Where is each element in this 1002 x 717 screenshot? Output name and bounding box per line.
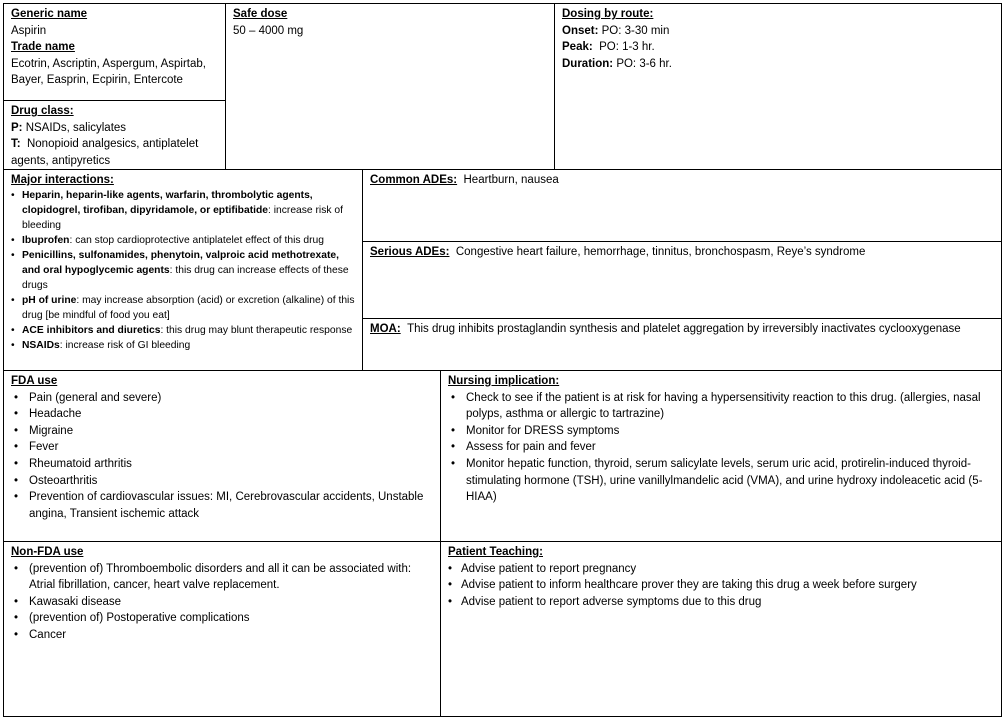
interaction-effect: : this drug may blunt therapeutic response	[160, 325, 353, 336]
interaction-drug: Penicillins, sulfonamides, phenytoin, valproic acid methotrexate, and oral hypoglycemic agents	[22, 250, 339, 276]
drug-class-label: Drug class:	[11, 105, 74, 117]
duration-value: PO: 3-6 hr.	[616, 57, 672, 70]
drug-class-p-label: P:	[11, 121, 23, 134]
interaction-effect: : can stop cardioprotective antiplatelet effect of this drug	[69, 235, 325, 246]
non-fda-item: • (prevention of) Postoperative complications	[11, 610, 433, 627]
interaction-item	[11, 188, 355, 233]
onset-label: Onset:	[562, 24, 599, 37]
duration-label: Duration:	[562, 57, 614, 70]
moa-cell	[362, 318, 1002, 371]
fda-use-cell	[3, 370, 441, 542]
interaction-item	[11, 248, 355, 293]
interactions-list	[11, 188, 355, 353]
generic-trade-cell	[3, 3, 226, 101]
dosing-peak	[562, 39, 994, 56]
fda-use-item: • Prevention of cardiovascular issues: MI, Cerebrovascular accidents, Unstable angina, Transient ischemic attack	[11, 489, 433, 522]
fda-use-item: • Fever	[11, 439, 433, 456]
generic-name-value: Aspirin	[11, 24, 47, 37]
nursing-item: • Monitor for DRESS symptoms	[448, 423, 994, 440]
non-fda-cell	[3, 541, 441, 717]
onset-value: PO: 3-30 min	[601, 24, 670, 37]
safe-dose-value: 50 – 4000 mg	[233, 24, 304, 37]
patient-teaching-list	[448, 561, 994, 611]
drug-class-cell	[3, 100, 226, 170]
dosing-onset	[562, 23, 994, 40]
serious-ades-label: Serious ADEs:	[370, 246, 450, 258]
drug-class-p	[11, 120, 218, 137]
serious-ades-value: Congestive heart failure, hemorrhage, tinnitus, bronchospasm, Reye’s syndrome	[455, 246, 866, 258]
interaction-drug: Heparin, heparin-like agents, warfarin, thrombolytic agents, clopidogrel, tirofiban, dipyridamole, or eptifibatide	[22, 190, 313, 216]
nursing-item: • Assess for pain and fever	[448, 439, 994, 456]
fda-use-item: • Migraine	[11, 423, 433, 440]
peak-label: Peak:	[562, 41, 593, 54]
teaching-item: • Advise patient to report pregnancy	[448, 561, 994, 578]
safe-dose-cell	[225, 3, 555, 170]
teaching-item: • Advise patient to inform healthcare prover they are taking this drug a week before surgery	[448, 577, 994, 594]
interactions-label: Major interactions:	[11, 174, 114, 186]
non-fda-item: • (prevention of) Thromboembolic disorders and all it can be associated with: Atrial fibrillation, cancer, heart valve replacement.	[11, 561, 433, 594]
interaction-item	[11, 233, 355, 248]
drug-class-t-label: T:	[11, 138, 21, 151]
fda-use-item: • Pain (general and severe)	[11, 390, 433, 407]
fda-use-list	[11, 390, 433, 523]
common-ades-value: Heartburn, nausea	[463, 174, 559, 186]
non-fda-item: • Cancer	[11, 627, 433, 644]
interaction-item	[11, 293, 355, 323]
nursing-label: Nursing implication:	[448, 375, 560, 387]
dosing-label: Dosing by route:	[562, 8, 654, 20]
drug-class-t-value: Nonopioid analgesics, antiplatelet agents, antipyretics	[11, 138, 199, 167]
dosing-duration	[562, 56, 994, 73]
nursing-item: • Check to see if the patient is at risk for having a hypersensitivity reaction to this drug. (allergies, nasal polyps, asthma or allergic to tartrazine)	[448, 390, 994, 423]
trade-name-label: Trade name	[11, 41, 75, 54]
interaction-drug: NSAIDs	[22, 340, 60, 351]
interactions-cell	[3, 169, 363, 371]
nursing-item: • Monitor hepatic function, thyroid, serum salicylate levels, serum uric acid, protirelin-induced thyroid-stimulating hormone (TSH), urine vanillylmandelic acid (VMA), and urine hydroxy indoleacetic acid (5-HIAA)	[448, 456, 994, 506]
dosing-cell	[554, 3, 1002, 170]
fda-use-label: FDA use	[11, 375, 58, 387]
patient-teaching-label: Patient Teaching:	[448, 546, 543, 558]
teaching-item: • Advise patient to report adverse symptoms due to this drug	[448, 594, 994, 611]
interaction-drug: Ibuprofen	[22, 235, 70, 246]
interaction-effect: : increase risk of GI bleeding	[59, 340, 191, 351]
interaction-effect: : increase risk of bleeding	[22, 205, 343, 231]
interaction-drug: ACE inhibitors and diuretics	[22, 325, 161, 336]
common-ades-cell	[362, 169, 1002, 242]
peak-value: PO: 1-3 hr.	[599, 41, 655, 54]
serious-ades-cell	[362, 241, 1002, 319]
fda-use-item: • Headache	[11, 406, 433, 423]
drug-class-p-value: NSAIDs, salicylates	[25, 121, 127, 134]
safe-dose-label: Safe dose	[233, 8, 288, 20]
generic-name-label: Generic name	[11, 8, 88, 20]
fda-use-item: • Rheumatoid arthritis	[11, 456, 433, 473]
interaction-item	[11, 338, 355, 353]
interaction-effect: : may increase absorption (acid) or excretion (alkaline) of this drug [be mindful of food you eat]	[22, 295, 355, 321]
nursing-cell	[440, 370, 1002, 542]
trade-name-value: Ecotrin, Ascriptin, Aspergum, Aspirtab, Bayer, Easprin, Ecpirin, Entercote	[11, 57, 206, 87]
non-fda-item: • Kawasaki disease	[11, 594, 433, 611]
moa-label: MOA:	[370, 323, 401, 335]
drug-class-t	[11, 136, 218, 169]
fda-use-item: • Osteoarthritis	[11, 473, 433, 490]
common-ades-label: Common ADEs:	[370, 174, 458, 186]
non-fda-label: Non-FDA use	[11, 546, 84, 558]
nursing-list	[448, 390, 994, 506]
moa-value: This drug inhibits prostaglandin synthesis and platelet aggregation by irreversibly inactivates cyclooxygenase	[407, 323, 961, 335]
patient-teaching-cell	[440, 541, 1002, 717]
interaction-drug: pH of urine	[22, 295, 77, 306]
interaction-item	[11, 323, 355, 338]
interaction-effect: : this drug can increase effects of these drugs	[22, 265, 349, 291]
non-fda-list	[11, 561, 433, 644]
